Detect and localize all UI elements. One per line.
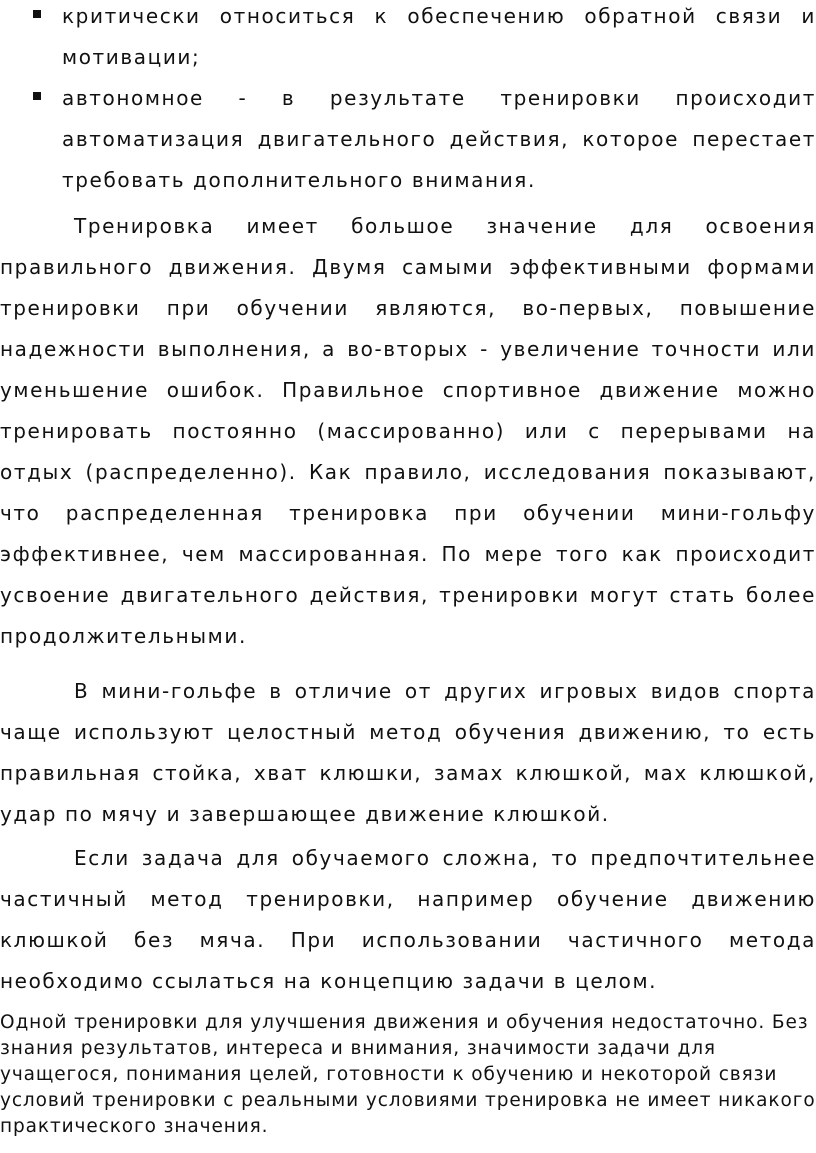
square-bullet-icon (33, 92, 41, 100)
paragraph-partial-method: Если задача для обучаемого сложна, то предпочтительнее частичный метод тренировки, например обучение движению клюшкой без мяча. При использовании частичного метода необходимо ссылаться на концепцию задачи в целом. (0, 846, 816, 993)
bullet-text: автономное - в результате тренировки происходит автоматизация двигательного действия, которое перестает требовать дополнительного внимания. (62, 86, 816, 192)
paragraph-training-insufficient: Одной тренировки для улучшения движения и обучения недостаточно. Без знания результатов, интереса и внимания, значимости задачи для учащегося, понимания целей, готовности к обучению и некоторой связи условий тренировки с реальными условиями тренировка не имеет никакого практического значения. (0, 1012, 816, 1137)
bullet-item-feedback (0, 0, 816, 78)
bullet-text: критически относиться к обеспечению обратной связи и мотивации; (62, 4, 816, 69)
bullet-list (0, 0, 816, 201)
paragraph-training-importance: Тренировка имеет большое значение для освоения правильного движения. Двумя самыми эффективными формами тренировки при обучении являются, во-первых, повышение надежности выполнения, а во-вторых - увеличение точности или уменьшение ошибок. Правильное спортивное движение можно тренировать постоянно (массированно) или с перерывами на отдых (распределенно). Как правило, исследования показывают, что распределенная тренировка при обучении мини-гольфу эффективнее, чем массированная. По мере того как происходит усвоение двигательного действия, тренировки могут стать более продолжительными. (0, 214, 816, 648)
square-bullet-icon (33, 10, 41, 18)
bullet-item-autonomous (0, 78, 816, 201)
paragraph-holistic-method: В мини-гольфе в отличие от других игровых видов спорта чаще используют целостный метод обучения движению, то есть правильная стойка, хват клюшки, замах клюшкой, мах клюшкой, удар по мячу и завершающее движение клюшкой. (0, 679, 816, 826)
